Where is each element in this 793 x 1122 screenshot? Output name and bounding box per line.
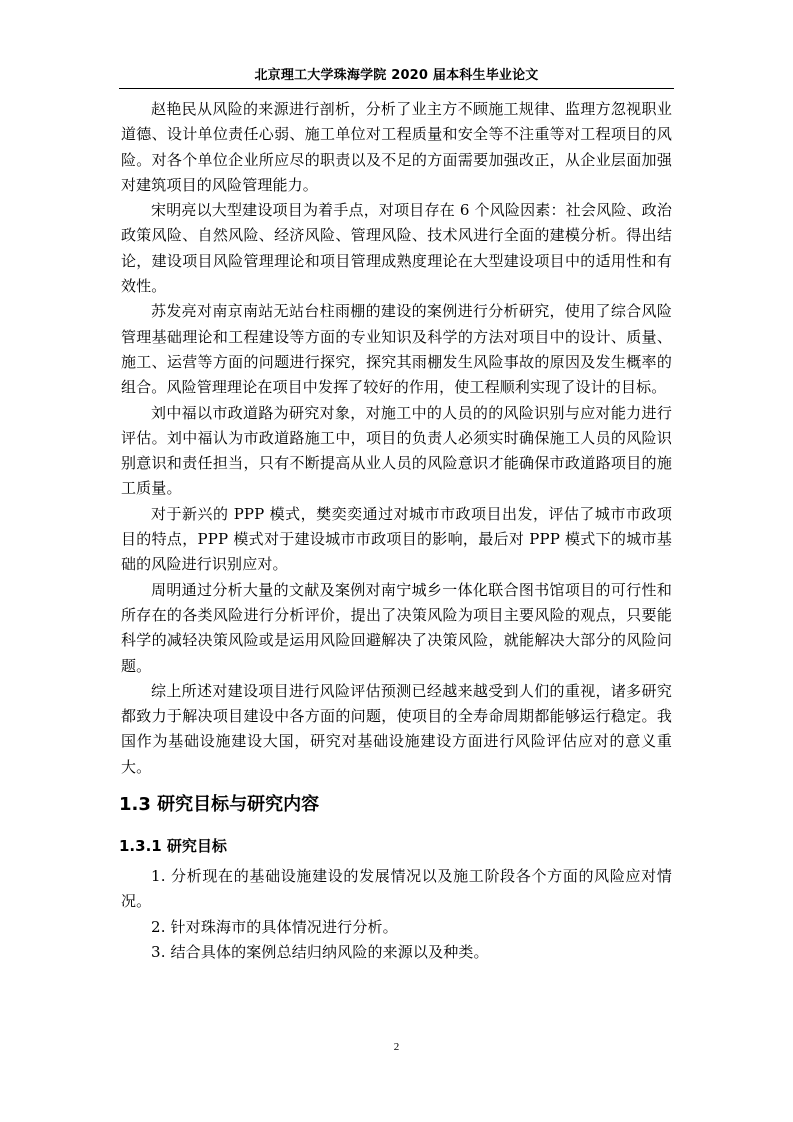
paragraph-ppp: 对于新兴的 PPP 模式，樊奕奕通过对城市市政项目出发，评估了城市市政项目的特点，PPP 模式对于建设城市市政项目的影响，最后对 PPP 模式下的城市基础的风险进行识别应对。 xyxy=(121,504,672,574)
goal-item-2: 2. 针对珠海市的具体情况进行分析。 xyxy=(151,917,398,936)
paragraph-liu: 刘中福以市政道路为研究对象，对施工中的人员的的风险识别与应对能力进行评估。刘中福认为市政道路施工中，项目的负责人必须实时确保施工人员的风险识别意识和责任担当，只有不断提高从业人员的风险意识才能确保市政道路项目的施工质量。 xyxy=(121,403,672,498)
running-header: 北京理工大学珠海学院 2020 届本科生毕业论文 xyxy=(254,68,539,83)
header-rule xyxy=(119,88,674,89)
page-number: 2 xyxy=(393,1041,400,1053)
goal-item-3: 3. 结合具体的案例总结归纳风险的来源以及种类。 xyxy=(151,942,489,961)
paragraph-su: 苏发亮对南京南站无站台柱雨棚的建设的案例进行分析研究，使用了综合风险管理基础理论和工程建设等方面的专业知识及科学的方法对项目中的设计、质量、施工、运营等方面的问题进行探究，探究其雨棚发生风险事故的原因及发生概率的组合。风险管理理论在项目中发挥了较好的作用，使工程顺利实现了设计的目标。 xyxy=(121,302,672,397)
goal-item-1: 1. 分析现在的基础设施建设的发展情况以及施工阶段各个方面的风险应对情况。 xyxy=(121,867,672,911)
paragraph-zhao: 赵艳民从风险的来源进行剖析，分析了业主方不顾施工规律、监理方忽视职业道德、设计单位责任心弱、施工单位对工程质量和安全等不注重等对工程项目的风险。对各个单位企业所应尽的职责以及不足的方面需要加强改正，从企业层面加强对建筑项目的风险管理能力。 xyxy=(121,100,672,194)
body-text xyxy=(121,97,672,965)
paragraph-zhou: 周明通过分析大量的文献及案例对南宁城乡一体化联合图书馆项目的可行性和所存在的各类风险进行分析评价，提出了决策风险为项目主要风险的观点，只要能科学的减轻决策风险或是运用风险回避解决了决策风险，就能解决大部分的风险问题。 xyxy=(121,580,672,675)
paragraph-summary: 综上所述对建设项目进行风险评估预测已经越来越受到人们的重视，诸多研究都致力于解决项目建设中各方面的问题，使项目的全寿命周期都能够运行稳定。我国作为基础设施建设大国，研究对基础设施建设方面进行风险评估应对的意义重大。 xyxy=(121,681,672,776)
subsection-heading: 1.3.1 研究目标 xyxy=(119,837,227,856)
paragraph-song: 宋明亮以大型建设项目为着手点，对项目存在 6 个风险因素：社会风险、政治政策风险、自然风险、经济风险、管理风险、技术风进行全面的建模分析。得出结论，建设项目风险管理理论和项目管理成熟度理论在大型建设项目中的适用性和有效性。 xyxy=(121,201,672,296)
section-heading: 1.3 研究目标与研究内容 xyxy=(119,794,320,816)
